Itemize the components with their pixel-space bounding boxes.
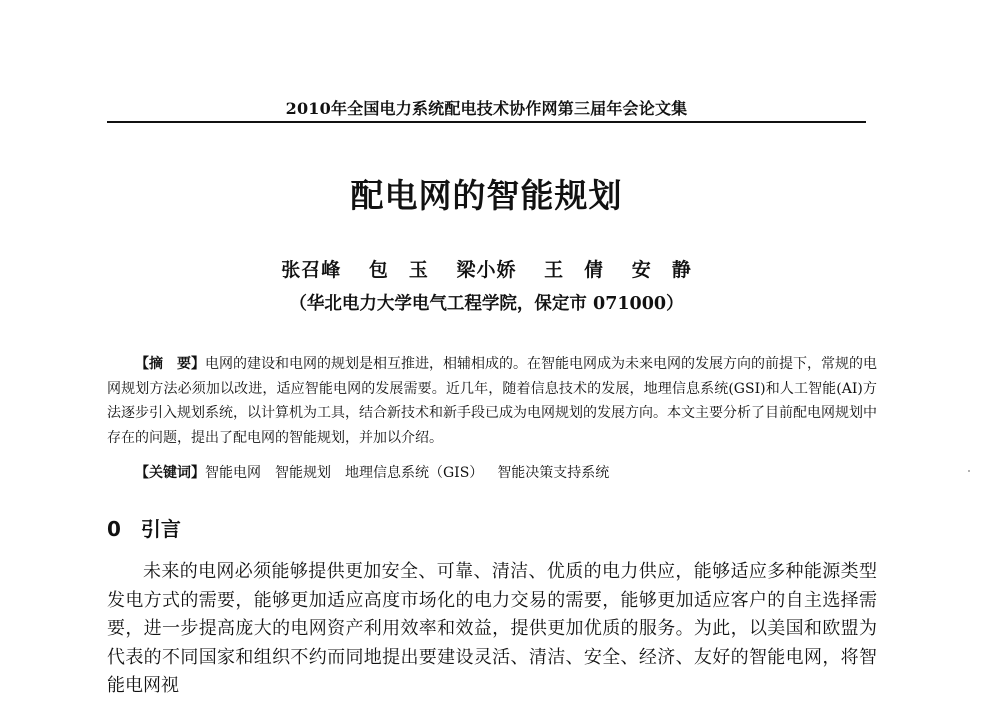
author-name: 包 玉 <box>368 259 429 281</box>
keywords-label: 【关键词】 <box>135 465 205 481</box>
paper-title: 配电网的智能规划 <box>350 176 623 215</box>
affiliation: （华北电力大学电气工程学院，保定市 071000） <box>289 294 684 314</box>
keyword: 地理信息系统（GIS） <box>345 465 484 481</box>
author-name: 张召峰 <box>281 259 342 281</box>
section-title: 引言 <box>140 517 181 541</box>
keyword: 智能规划 <box>275 465 331 481</box>
scan-speck <box>968 470 970 472</box>
keywords <box>135 462 875 484</box>
author-name: 梁小娇 <box>456 259 517 281</box>
abstract-label: 【摘 要】 <box>135 356 205 372</box>
body-paragraph: 未来的电网必须能够提供更加安全、可靠、清洁、优质的电力供应，能够适应多种能源类型发电方式的需要，能够更加适应高度市场化的电力交易的需要，能够更加适应客户的自主选择需要，进一步提高庞大的电网资产利用效率和效益，提供更加优质的服务。为此，以美国和欧盟为代表的不同国家和组织不约而同地提出要建设灵活、清洁、安全、经济、友好的智能电网，将智能电网视 <box>107 561 877 696</box>
section-number: 0 <box>107 517 121 541</box>
header-rule <box>107 121 866 123</box>
author-name: 王 倩 <box>544 259 605 281</box>
section-heading <box>107 513 181 542</box>
running-header: 2010年全国电力系统配电技术协作网第三届年会论文集 <box>285 99 688 118</box>
author-name: 安 静 <box>631 259 692 281</box>
author-list <box>107 255 866 282</box>
abstract <box>107 352 877 450</box>
abstract-text: 电网的建设和电网的规划是相互推进，相辅相成的。在智能电网成为未来电网的发展方向的前提下，常规的电网规划方法必须加以改进，适应智能电网的发展需要。近几年，随着信息技术的发展，地理信息系统(GSI)和人工智能(AI)方法逐步引入规划系统，以计算机为工具，结合新技术和新手段已成为电网规划的发展方向。本文主要分析了目前配电网规划中存在的问题，提出了配电网的智能规划，并加以介绍。 <box>107 356 877 446</box>
keyword: 智能决策支持系统 <box>497 465 610 481</box>
keyword: 智能电网 <box>205 465 261 481</box>
